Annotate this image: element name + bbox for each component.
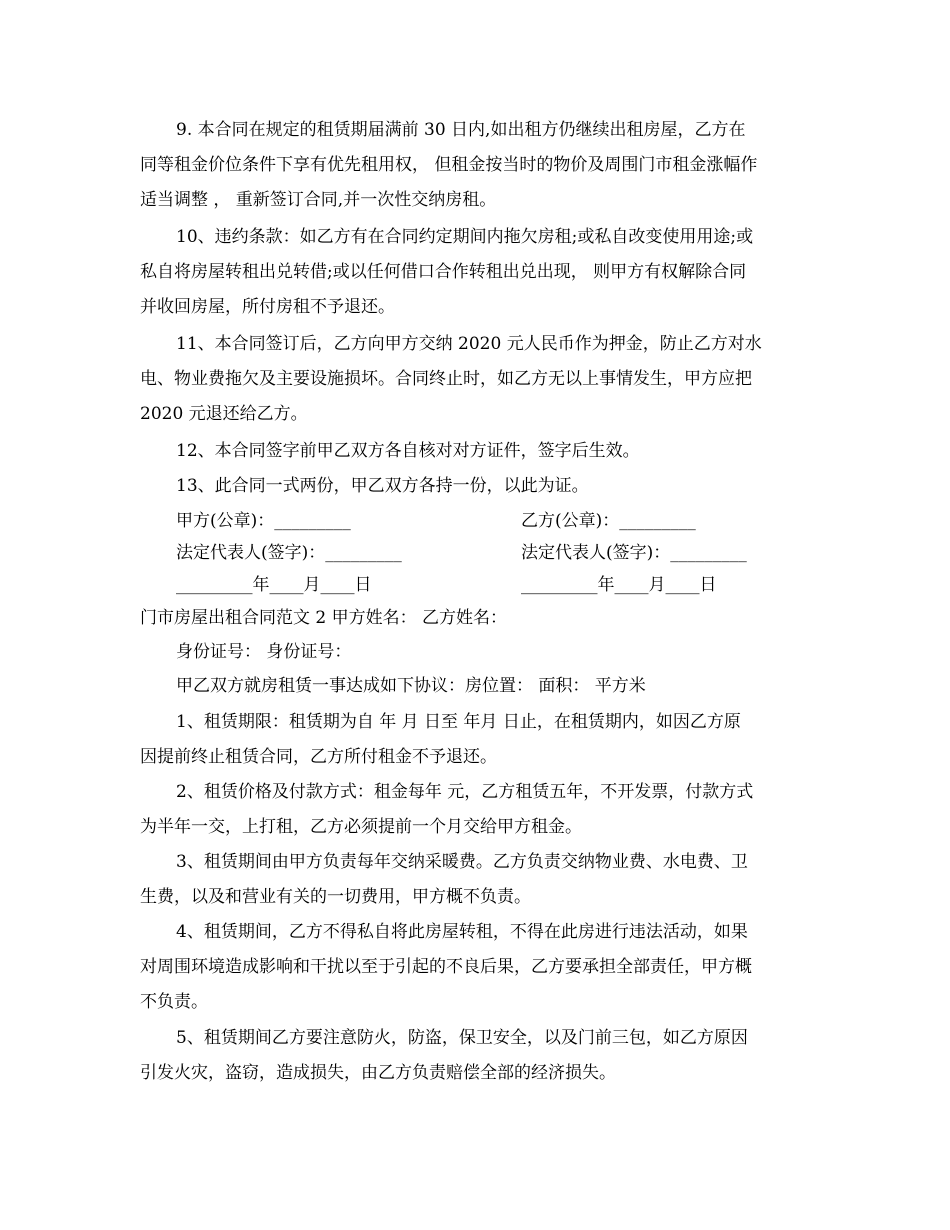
text-line: 2、租赁价格及付款方式：租金每年 元，乙方租赁五年，不开发票，付款方式 [176, 782, 754, 802]
text-line: 身份证号： 身份证号： [176, 642, 352, 662]
signature-party-b-date: _________年____月____日 [521, 575, 717, 595]
text-line: 因提前终止租赁合同，乙方所付租金不予退还。 [140, 747, 497, 767]
text-line: 5、租赁期间乙方要注意防火，防盗，保卫安全，以及门前三包，如乙方原因 [176, 1028, 748, 1048]
text-line: 11、本合同签订后，乙方向甲方交纳 2020 元人民币作为押金，防止乙方对水 [176, 334, 762, 354]
text-line: 适当调整 ， 重新签订合同,并一次性交纳房租。 [140, 190, 497, 210]
signature-party-b-representative: 法定代表人(签字)：_________ [521, 543, 747, 563]
text-line: 同等租金价位条件下享有优先租用权， 但租金按当时的物价及周围门市租金涨幅作 [140, 155, 758, 175]
text-line: 为半年一交，上打租，乙方必须提前一个月交给甲方租金。 [140, 817, 582, 837]
text-line: 并收回房屋，所付房租不予退还。 [140, 297, 395, 317]
text-line: 电、物业费拖欠及主要设施损坏。合同终止时，如乙方无以上事情发生，甲方应把 [140, 369, 752, 389]
text-line: 生费，以及和营业有关的一切费用，甲方概不负责。 [140, 887, 531, 907]
signature-party-a-representative: 法定代表人(签字)：_________ [176, 543, 402, 563]
section-title: 门市房屋出租合同范文 2 甲方姓名： 乙方姓名： [140, 608, 508, 628]
signature-party-a-seal: 甲方(公章)：_________ [176, 511, 351, 531]
text-line: 对周围环境造成影响和干扰以至于引起的不良后果，乙方要承担全部责任，甲方概 [140, 957, 752, 977]
signature-party-a-date: _________年____月____日 [176, 575, 372, 595]
text-line: 3、租赁期间由甲方负责每年交纳采暖费。乙方负责交纳物业费、水电费、卫 [176, 852, 748, 872]
text-line: 不负责。 [140, 992, 208, 1012]
text-line: 9. 本合同在规定的租赁期届满前 30 日内,如出租方仍继续出租房屋，乙方在 [176, 120, 746, 140]
text-line: 甲乙双方就房租赁一事达成如下协议：房位置： 面积： 平方米 [176, 676, 646, 696]
text-line: 10、违约条款：如乙方有在合同约定期间内拖欠房租;或私自改变使用用途;或 [176, 227, 754, 247]
text-line: 1、租赁期限：租赁期为自 年 月 日至 年月 日止，在租赁期内，如因乙方原 [176, 712, 741, 732]
text-line: 4、租赁期间，乙方不得私自将此房屋转租，不得在此房进行违法活动，如果 [176, 922, 748, 942]
text-line: 私自将房屋转租出兑转借;或以任何借口合作转租出兑出现， 则甲方有权解除合同 [140, 262, 747, 282]
text-line: 引发火灾，盗窃，造成损失，由乙方负责赔偿全部的经济损失。 [140, 1063, 616, 1083]
text-line: 13、此合同一式两份，甲乙双方各持一份，以此为证。 [176, 476, 589, 496]
text-line: 12、本合同签字前甲乙双方各自核对对方证件，签字后生效。 [176, 441, 640, 461]
signature-party-b-seal: 乙方(公章)：_________ [521, 511, 696, 531]
text-line: 2020 元退还给乙方。 [140, 404, 308, 424]
